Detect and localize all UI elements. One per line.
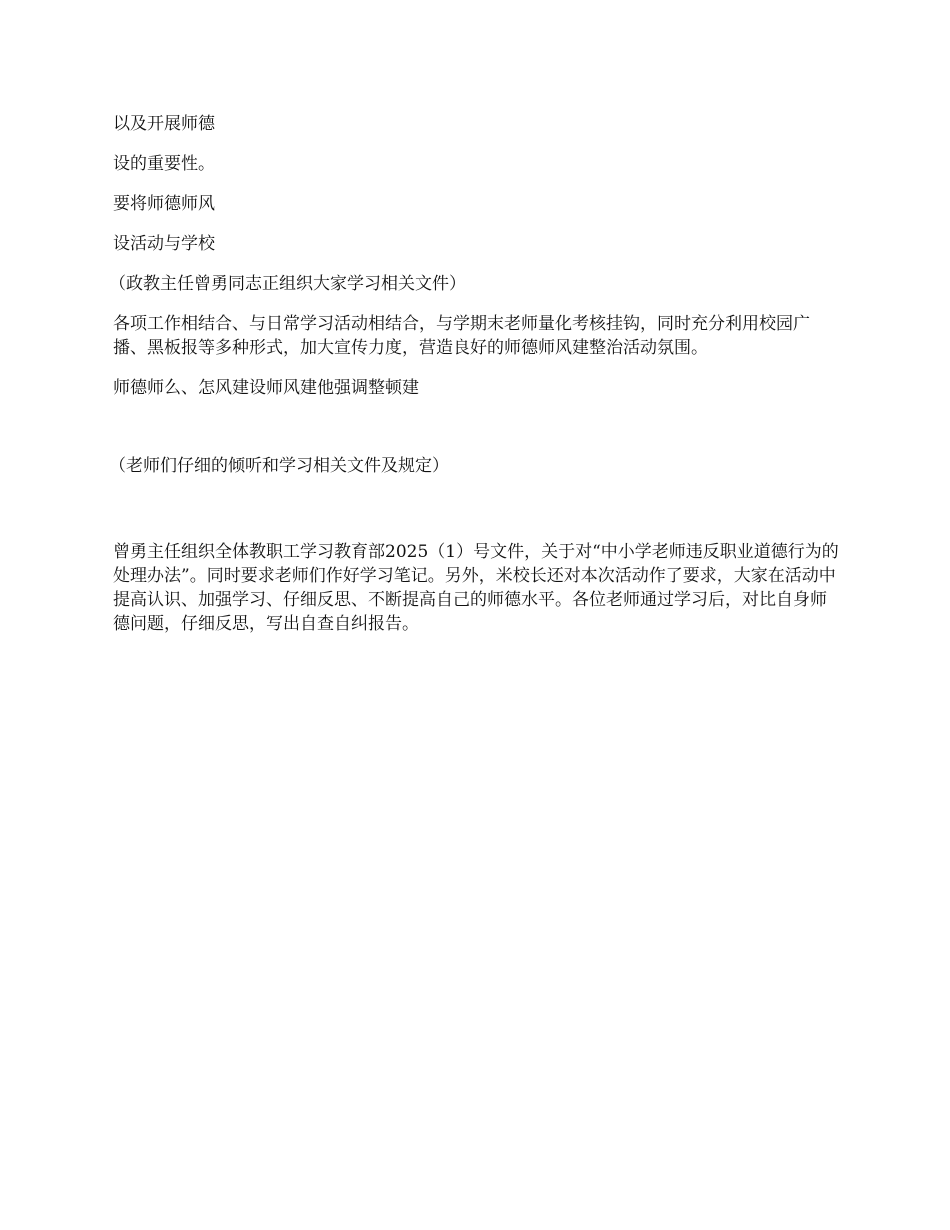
- spacer: [113, 494, 843, 540]
- paragraph-4: 设活动与学校: [113, 234, 215, 254]
- paragraph-1: 以及开展师德: [113, 114, 215, 134]
- photo-caption-2: （老师们仔细的倾听和学习相关文件及规定）: [109, 456, 449, 476]
- photo-caption-1: （政教主任曾勇同志正组织大家学习相关文件）: [109, 274, 466, 294]
- spacer: [113, 416, 843, 454]
- paragraph-5: 各项工作相结合、与日常学习活动相结合，与学期末老师量化考核挂钩，同时充分利用校园广播、黑板报等多种形式，加大宣传力度，营造良好的师德师风建整治活动氛围。: [113, 314, 810, 358]
- paragraph-2: 设的重要性。: [113, 154, 215, 174]
- paragraph-7: 曾勇主任组织全体教职工学习教育部2025（1）号文件，关于对“中小学老师违反职业道德行为的处理办法”。同时要求老师们作好学习笔记。另外，米校长还对本次活动作了要求，大家在活动中提高认识、加强学习、仔细反思、不断提高自己的师德水平。各位老师通过学习后，对比自身师德问题，仔细反思，写出自查自纠报告。: [113, 542, 839, 634]
- document-body: [109, 112, 843, 652]
- paragraph-3: 要将师德师风: [113, 194, 215, 214]
- paragraph-6: 师德师么、怎风建设师风建他强调整顿建: [113, 378, 419, 398]
